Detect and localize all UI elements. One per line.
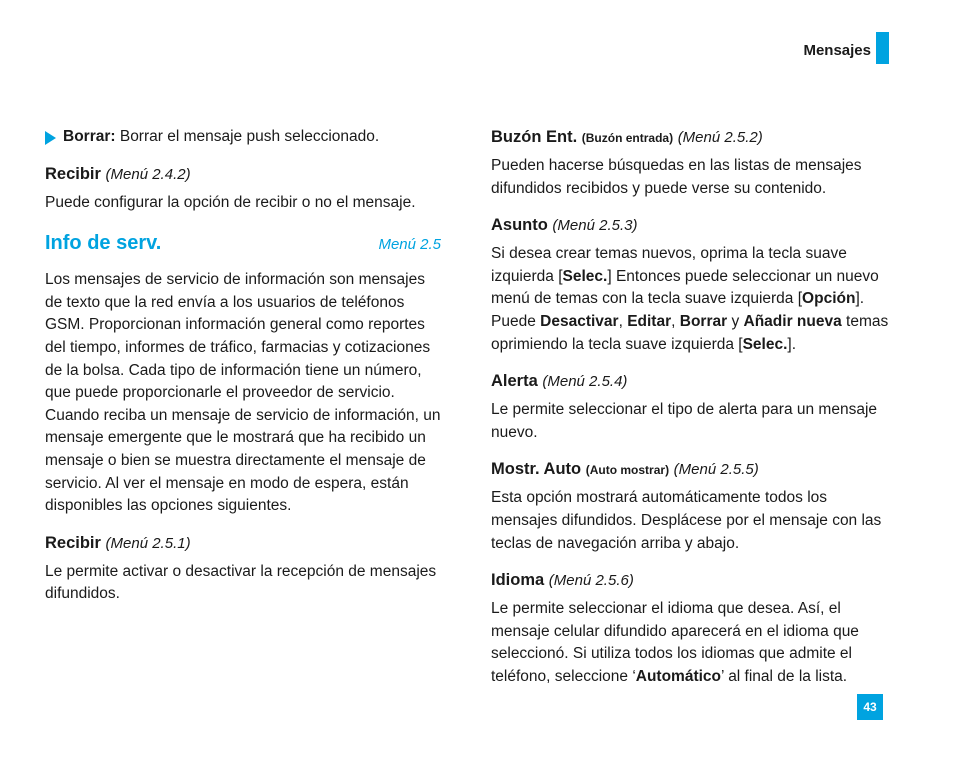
asunto-body: Si desea crear temas nuevos, oprima la tecla suave izquierda [Selec.] Entonces puede seleccionar un nuevo menú de temas con la tecla suave izquierda [Opción]. Puede Desactivar, Editar, Borrar y Añadir nueva temas oprimiendo la tecla suave izquierda [Selec.]. — [491, 245, 889, 353]
mostr-body: Esta opción mostrará automáticamente todos los mensajes difundidos. Desplácese por el mensaje con las teclas de navegación arriba y abajo. — [491, 489, 882, 552]
alerta-heading: Alerta (Menú 2.5.4) — [491, 372, 628, 391]
idioma-heading: Idioma (Menú 2.5.6) — [491, 571, 634, 590]
triangle-bullet-icon — [45, 131, 56, 145]
left-column — [45, 126, 441, 606]
recibir-heading-1: Recibir (Menú 2.4.2) — [45, 164, 191, 183]
section-heading — [45, 232, 441, 255]
borrar-bullet — [45, 126, 441, 149]
mostr-heading: Mostr. Auto (Auto mostrar) (Menú 2.5.5) — [491, 460, 759, 479]
buzon-body: Pueden hacerse búsquedas en las listas de mensajes difundidos recibidos y puede verse su contenido. — [491, 157, 862, 197]
section-intro: Los mensajes de servicio de información son mensajes de texto que la red envía a los usuarios de teléfonos GSM. Proporcionan información general como reportes del tiempo, informes de tráfico, farmacias y cotizaciones de la bolsa. Cada tipo de información tiene un número, que puede proporcionarle el proveedor de servicio. Cuando reciba un mensaje de servicio de información, un mensaje emergente que le mostrará que ha recibido un mensaje o bien se muestra directamente el mensaje de servicio. Al ver el mensaje en modo de espera, están disponibles las opciones siguientes. — [45, 271, 441, 515]
section-menu-ref: Menú 2.5 — [378, 236, 441, 254]
section-title: Info de serv. — [45, 232, 162, 255]
running-header: Mensajes — [803, 42, 871, 59]
idioma-body: Le permite seleccionar el idioma que desea. Así, el mensaje celular difundido aparecerá en el idioma que seleccionó. Si utiliza todos los idiomas que admite el teléfono, seleccione ‘Automático’ al final de la lista. — [491, 600, 859, 685]
recibir-body-2: Le permite activar o desactivar la recepción de mensajes difundidos. — [45, 562, 437, 603]
header-accent-bar — [876, 32, 889, 64]
borrar-text: Borrar: Borrar el mensaje push seleccionado. — [63, 128, 380, 145]
recibir-body-1: Puede configurar la opción de recibir o no el mensaje. — [45, 193, 416, 211]
recibir-heading-2: Recibir (Menú 2.5.1) — [45, 533, 191, 552]
page-number: 43 — [857, 694, 883, 720]
alerta-body: Le permite seleccionar el tipo de alerta para un mensaje nuevo. — [491, 401, 878, 441]
borrar-label: Borrar: — [63, 128, 116, 145]
buzon-heading: Buzón Ent. (Buzón entrada) (Menú 2.5.2) — [491, 128, 763, 146]
right-column — [491, 126, 889, 689]
asunto-heading: Asunto (Menú 2.5.3) — [491, 216, 638, 235]
